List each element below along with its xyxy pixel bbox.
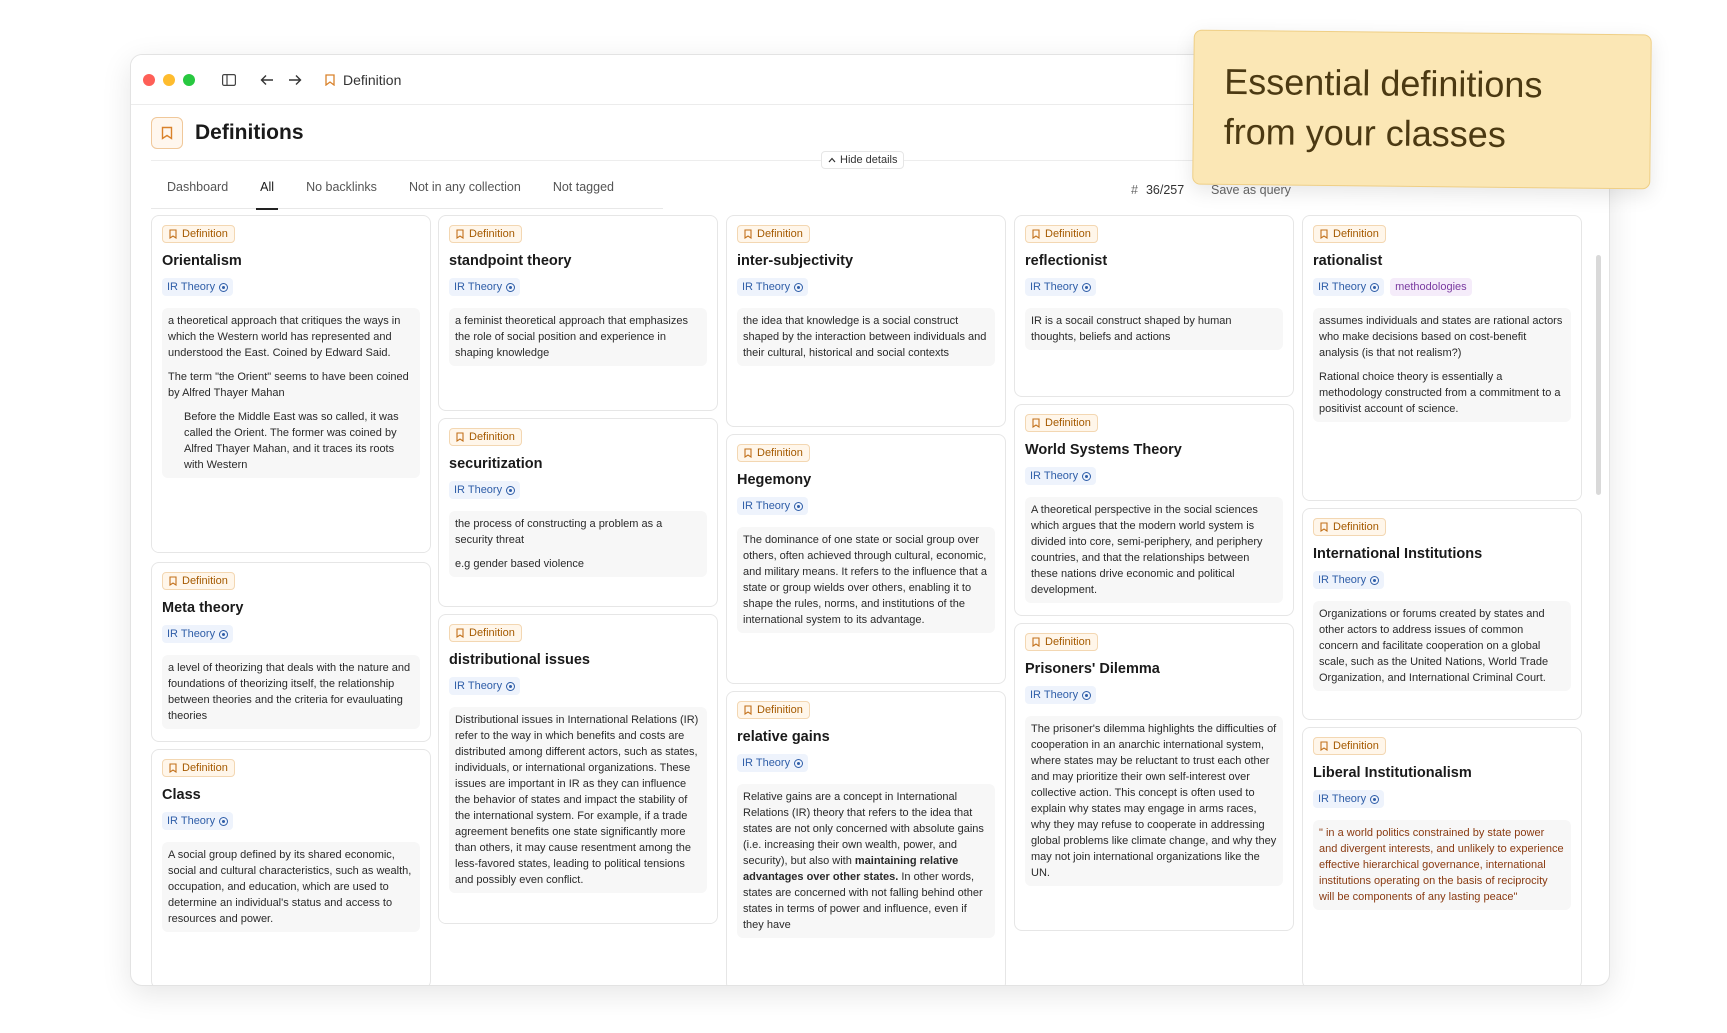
target-icon — [219, 817, 228, 826]
definition-card[interactable] — [726, 434, 1006, 684]
definition-badge-label: Definition — [757, 704, 803, 716]
definition-badge — [1025, 225, 1098, 243]
tag-label: IR Theory — [1318, 793, 1367, 805]
bookmark-icon — [1032, 637, 1040, 647]
tag-list — [449, 278, 707, 296]
definition-badge-label: Definition — [469, 228, 515, 240]
forward-arrow-icon[interactable] — [283, 68, 307, 92]
tag-list — [162, 625, 420, 643]
result-count-value: 36/257 — [1145, 183, 1185, 197]
target-icon — [1370, 795, 1379, 804]
bookmark-icon — [1320, 229, 1328, 239]
tag-ir-theory[interactable] — [449, 677, 520, 695]
definition-badge-label: Definition — [1333, 228, 1379, 240]
definition-card[interactable] — [726, 215, 1006, 427]
tag-ir-theory[interactable] — [1313, 571, 1384, 589]
card-title[interactable]: rationalist — [1313, 253, 1383, 269]
definition-quote: Before the Middle East was so called, it was called the Orient. The former was coined by Alfred Thayer Mahan, and it traces its roots with Western — [184, 411, 399, 471]
definition-body — [1313, 820, 1571, 910]
callout-line-1: Essential definitions — [1224, 60, 1543, 106]
tag-label: IR Theory — [454, 281, 503, 293]
bookmark-icon — [1320, 741, 1328, 751]
card-content — [727, 216, 1005, 376]
filter-tabs — [151, 175, 663, 209]
card-title[interactable]: Orientalism — [162, 253, 242, 269]
definition-body — [162, 655, 420, 729]
definition-badge-label: Definition — [1045, 417, 1091, 429]
definition-paragraph: The dominance of one state or social group over others, often achieved through cultural, economic, and military means. It refers to the influence that a state or group wields over others, enabling it to shape the rules, norms, and institutions of the international system to its advantage. — [743, 534, 987, 626]
definition-badge — [449, 624, 522, 642]
definition-card[interactable] — [438, 418, 718, 607]
definition-card[interactable] — [438, 215, 718, 411]
definition-badge-label: Definition — [1045, 636, 1091, 648]
bookmark-icon — [1032, 418, 1040, 428]
chevron-up-icon — [828, 157, 836, 163]
definition-badge — [162, 572, 235, 590]
target-icon — [794, 283, 803, 292]
definition-badge — [1313, 225, 1386, 243]
tag-list — [162, 812, 420, 830]
target-icon — [1082, 472, 1091, 481]
text-run: In other words, states are concerned with not falling behind other states in terms of power and influence, even if they have — [743, 871, 983, 931]
card-title[interactable]: Meta theory — [162, 600, 244, 616]
bookmark-icon — [744, 705, 752, 715]
target-icon — [219, 630, 228, 639]
target-icon — [1370, 576, 1379, 585]
definition-card[interactable] — [1302, 727, 1582, 986]
tab-not-tagged[interactable]: Not tagged — [552, 180, 614, 194]
tag-ir-theory[interactable] — [737, 278, 808, 296]
definition-badge — [449, 225, 522, 243]
tag-ir-theory[interactable] — [1025, 278, 1096, 296]
card-title[interactable]: Hegemony — [737, 472, 812, 488]
tag-ir-theory[interactable] — [162, 278, 233, 296]
tag-label: IR Theory — [742, 500, 791, 512]
tag-list — [737, 754, 995, 772]
definition-badge — [1025, 633, 1098, 651]
tag-label: IR Theory — [1318, 281, 1367, 293]
definition-badge — [162, 225, 235, 243]
window-title-text: Definition — [343, 71, 402, 88]
hide-details-button[interactable] — [821, 151, 904, 169]
tag-list — [1313, 790, 1571, 808]
card-content — [1303, 728, 1581, 920]
definition-card[interactable] — [1014, 623, 1294, 931]
card-title[interactable]: inter-subjectivity — [737, 253, 854, 269]
target-icon — [1082, 691, 1091, 700]
bookmark-icon — [169, 763, 177, 773]
card-content — [1303, 216, 1581, 432]
target-icon — [506, 283, 515, 292]
definition-badge — [737, 444, 810, 462]
definition-paragraph: e.g gender based violence — [455, 558, 585, 570]
hash-icon: # — [1131, 183, 1138, 197]
zoom-window-button[interactable] — [183, 74, 195, 86]
callout-line-2: from your classes — [1223, 110, 1507, 155]
card-content — [1015, 216, 1293, 360]
definition-body — [1313, 601, 1571, 691]
tag-label: IR Theory — [167, 628, 216, 640]
definition-paragraph: the idea that knowledge is a social construct shaped by the interaction between individuals and their cultural, historical and social contexts — [743, 315, 987, 359]
definition-paragraph — [743, 789, 989, 933]
tag-ir-theory[interactable] — [1313, 278, 1384, 296]
definition-badge-label: Definition — [182, 762, 228, 774]
definition-badge-label: Definition — [469, 431, 515, 443]
definition-paragraph: a theoretical approach that critiques the ways in which the Western world has represented and understood the East. Coined by Edward Said. — [168, 315, 401, 359]
tag-ir-theory[interactable] — [449, 481, 520, 499]
definition-badge-label: Definition — [757, 447, 803, 459]
definition-card[interactable] — [1302, 215, 1582, 501]
card-title[interactable]: International Institutions — [1313, 546, 1483, 562]
page-header — [151, 117, 304, 149]
definition-paragraph: Distributional issues in International Relations (IR) refer to the way in which benefits and costs are distributed among different actors, such as states, individuals, or international organizations. These issues are important in IR as they can influence the behavior of states and impact the stability of the international system. For example, if a trade agreement benefits one state significantly more than others, it may cause resentment among the less-favored states, leading to political tensions and possibly even conflict. — [455, 714, 699, 886]
card-content — [439, 419, 717, 587]
save-as-query-button[interactable]: Save as query — [1211, 183, 1291, 197]
tag-ir-theory[interactable] — [162, 625, 233, 643]
definition-badge — [1313, 518, 1386, 536]
tag-label: IR Theory — [454, 484, 503, 496]
bookmark-icon — [456, 229, 464, 239]
definition-badge-label: Definition — [1333, 521, 1379, 533]
card-content — [152, 216, 430, 488]
definition-paragraph: Organizations or forums created by states and other actors to address issues of common concern and facilitate cooperation on a global scale, such as the United Nations, World Trade Organization, and International Criminal Court. — [1319, 608, 1549, 684]
bookmark-icon — [169, 229, 177, 239]
target-icon — [1370, 283, 1379, 292]
target-icon — [794, 502, 803, 511]
bold-text-run: maintaining relative advantages over other states. — [743, 855, 959, 883]
definition-quote: " in a world politics constrained by state power and divergent interests, and unlikely to experience effective hierarchical governance, international institutions operating on the basis of reciprocity will be components of any lasting peace" — [1319, 827, 1564, 903]
definition-body — [449, 511, 707, 577]
card-title[interactable]: Class — [162, 787, 201, 803]
bookmark-icon — [456, 628, 464, 638]
tab-no-backlinks[interactable]: No backlinks — [306, 180, 377, 194]
tag-list — [449, 481, 707, 499]
bookmark-icon — [456, 432, 464, 442]
definition-badge — [1313, 737, 1386, 755]
tag-list — [737, 497, 995, 515]
definition-badge-label: Definition — [1045, 228, 1091, 240]
tag-label: IR Theory — [1030, 470, 1079, 482]
definition-badge-label: Definition — [182, 575, 228, 587]
tab-not-in-any-collection[interactable]: Not in any collection — [408, 180, 521, 194]
tag-ir-theory[interactable] — [737, 497, 808, 515]
bookmark-icon — [1032, 229, 1040, 239]
text-run: Relative gains are a concept in International Relations (IR) theory that refers to the idea that states are not only concerned with absolute gains (i.e. increasing their own wealth, power, and security), but also with — [743, 791, 984, 867]
tag-list — [1025, 467, 1283, 485]
definition-paragraph: IR is a socail construct shaped by human thoughts, beliefs and actions — [1031, 315, 1232, 343]
bookmark-icon — [169, 576, 177, 586]
sidebar-toggle-icon[interactable] — [217, 68, 241, 92]
definition-paragraph: The term "the Orient" seems to have been coined by Alfred Thayer Mahan — [168, 371, 409, 399]
tag-ir-theory[interactable] — [1025, 467, 1096, 485]
tag-list — [1313, 278, 1571, 296]
target-icon — [506, 682, 515, 691]
bookmark-icon — [151, 117, 183, 149]
definition-card[interactable] — [151, 562, 431, 742]
definition-paragraph: a level of theorizing that deals with the nature and foundations of theorizing itself, the relationship between theories and the criteria for evauluating theories — [168, 662, 411, 722]
card-content — [1303, 509, 1581, 701]
bookmark-icon — [1320, 522, 1328, 532]
minimize-window-button[interactable] — [163, 74, 175, 86]
tag-label: IR Theory — [742, 757, 791, 769]
definition-card[interactable] — [1014, 215, 1294, 397]
app-window — [130, 54, 1610, 986]
card-content — [727, 692, 1005, 948]
traffic-lights — [143, 74, 195, 86]
definition-paragraph: a feminist theoretical approach that emphasizes the role of social position and experience in shaping knowledge — [455, 315, 688, 359]
definition-badge — [737, 225, 810, 243]
definition-badge — [737, 701, 810, 719]
close-window-button[interactable] — [143, 74, 155, 86]
page-title: Definitions — [195, 121, 304, 144]
tag-ir-theory[interactable] — [1313, 790, 1384, 808]
tag-label: IR Theory — [1030, 281, 1079, 293]
definition-badge — [449, 428, 522, 446]
tag-label: IR Theory — [742, 281, 791, 293]
definition-body — [1025, 308, 1283, 350]
definition-paragraph: Rational choice theory is essentially a methodology constructed from a commitment to a positivist account of science. — [1319, 371, 1561, 415]
window-title — [325, 72, 401, 88]
card-content — [439, 216, 717, 376]
definition-body — [737, 784, 995, 938]
tag-label: IR Theory — [1030, 689, 1079, 701]
card-content — [1015, 624, 1293, 896]
card-title[interactable]: Prisoners' Dilemma — [1025, 661, 1160, 677]
definition-card[interactable] — [438, 614, 718, 924]
tag-ir-theory[interactable] — [449, 278, 520, 296]
bookmark-icon — [744, 229, 752, 239]
definition-body — [1025, 497, 1283, 603]
tag-label: IR Theory — [167, 281, 216, 293]
bookmark-icon — [325, 74, 335, 86]
tag-list — [1313, 571, 1571, 589]
card-title[interactable]: reflectionist — [1025, 253, 1108, 269]
tag-ir-theory[interactable] — [1025, 686, 1096, 704]
definition-body — [162, 308, 420, 478]
tag-list — [737, 278, 995, 296]
tag-label: IR Theory — [454, 680, 503, 692]
tag-list — [1025, 686, 1283, 704]
back-arrow-icon[interactable] — [255, 68, 279, 92]
definition-badge — [1025, 414, 1098, 432]
definition-card[interactable] — [1014, 404, 1294, 616]
card-title[interactable]: relative gains — [737, 729, 830, 745]
definition-badge — [162, 759, 235, 777]
target-icon — [506, 486, 515, 495]
scrollbar[interactable] — [1596, 255, 1601, 495]
tag-ir-theory[interactable] — [737, 754, 808, 772]
definition-badge-label: Definition — [1333, 740, 1379, 752]
definition-paragraph: assumes individuals and states are rational actors who make decisions based on cost-benefit analysis (is that not realism?) — [1319, 315, 1563, 359]
definition-card[interactable] — [726, 691, 1006, 986]
bookmark-icon — [744, 448, 752, 458]
hide-details-label: Hide details — [840, 154, 898, 166]
promo-callout — [1192, 30, 1652, 190]
definition-body — [1025, 716, 1283, 886]
definition-paragraph: A theoretical perspective in the social sciences which argues that the modern world system is divided into core, semi-periphery, and periphery countries, and that the relationships between these nations drive economic and political development. — [1031, 504, 1263, 596]
definition-badge-label: Definition — [757, 228, 803, 240]
tag-ir-theory[interactable] — [162, 812, 233, 830]
definition-badge-label: Definition — [182, 228, 228, 240]
tag-label: IR Theory — [1318, 574, 1367, 586]
card-content — [152, 563, 430, 739]
definition-body — [737, 527, 995, 633]
card-title[interactable]: Liberal Institutionalism — [1313, 765, 1472, 781]
card-title[interactable]: World Systems Theory — [1025, 442, 1182, 458]
definition-card[interactable] — [151, 749, 431, 986]
tag-list — [449, 677, 707, 695]
definition-card[interactable] — [151, 215, 431, 553]
definition-paragraph: A social group defined by its shared economic, social and cultural characteristics, such as wealth, occupation, and education, which are used to determine an individual's status and access to resources and power. — [168, 849, 412, 925]
definition-body — [1313, 308, 1571, 422]
definition-body — [162, 842, 420, 932]
definition-body — [737, 308, 995, 366]
definition-card[interactable] — [1302, 508, 1582, 720]
result-count — [1131, 183, 1184, 197]
card-content — [727, 435, 1005, 643]
definition-body — [449, 707, 707, 893]
card-title[interactable]: distributional issues — [449, 652, 590, 668]
card-content — [152, 750, 430, 942]
tag-methodologies[interactable]: methodologies — [1390, 278, 1472, 296]
definition-paragraph: The prisoner's dilemma highlights the difficulties of cooperation in an anarchic international system, where states may be reluctant to trust each other and may prioritize their own self-interest over collective action. This concept is often used to explain why states may engage in arms races, why they may refuse to cooperate in addressing global problems like climate change, and why they may not join international organizations like the UN. — [1031, 723, 1277, 879]
tag-list — [162, 278, 420, 296]
target-icon — [1082, 283, 1091, 292]
target-icon — [219, 283, 228, 292]
definition-paragraph: the process of constructing a problem as a security threat — [455, 518, 663, 546]
card-content — [1015, 405, 1293, 613]
card-title[interactable]: standpoint theory — [449, 253, 572, 269]
card-content — [439, 615, 717, 903]
definition-badge-label: Definition — [469, 627, 515, 639]
tab-dashboard[interactable]: Dashboard — [167, 180, 229, 194]
tag-label: IR Theory — [167, 815, 216, 827]
definition-body — [449, 308, 707, 366]
tag-list — [1025, 278, 1283, 296]
card-title[interactable]: securitization — [449, 456, 543, 472]
tab-all[interactable]: All — [244, 175, 290, 209]
target-icon — [794, 759, 803, 768]
